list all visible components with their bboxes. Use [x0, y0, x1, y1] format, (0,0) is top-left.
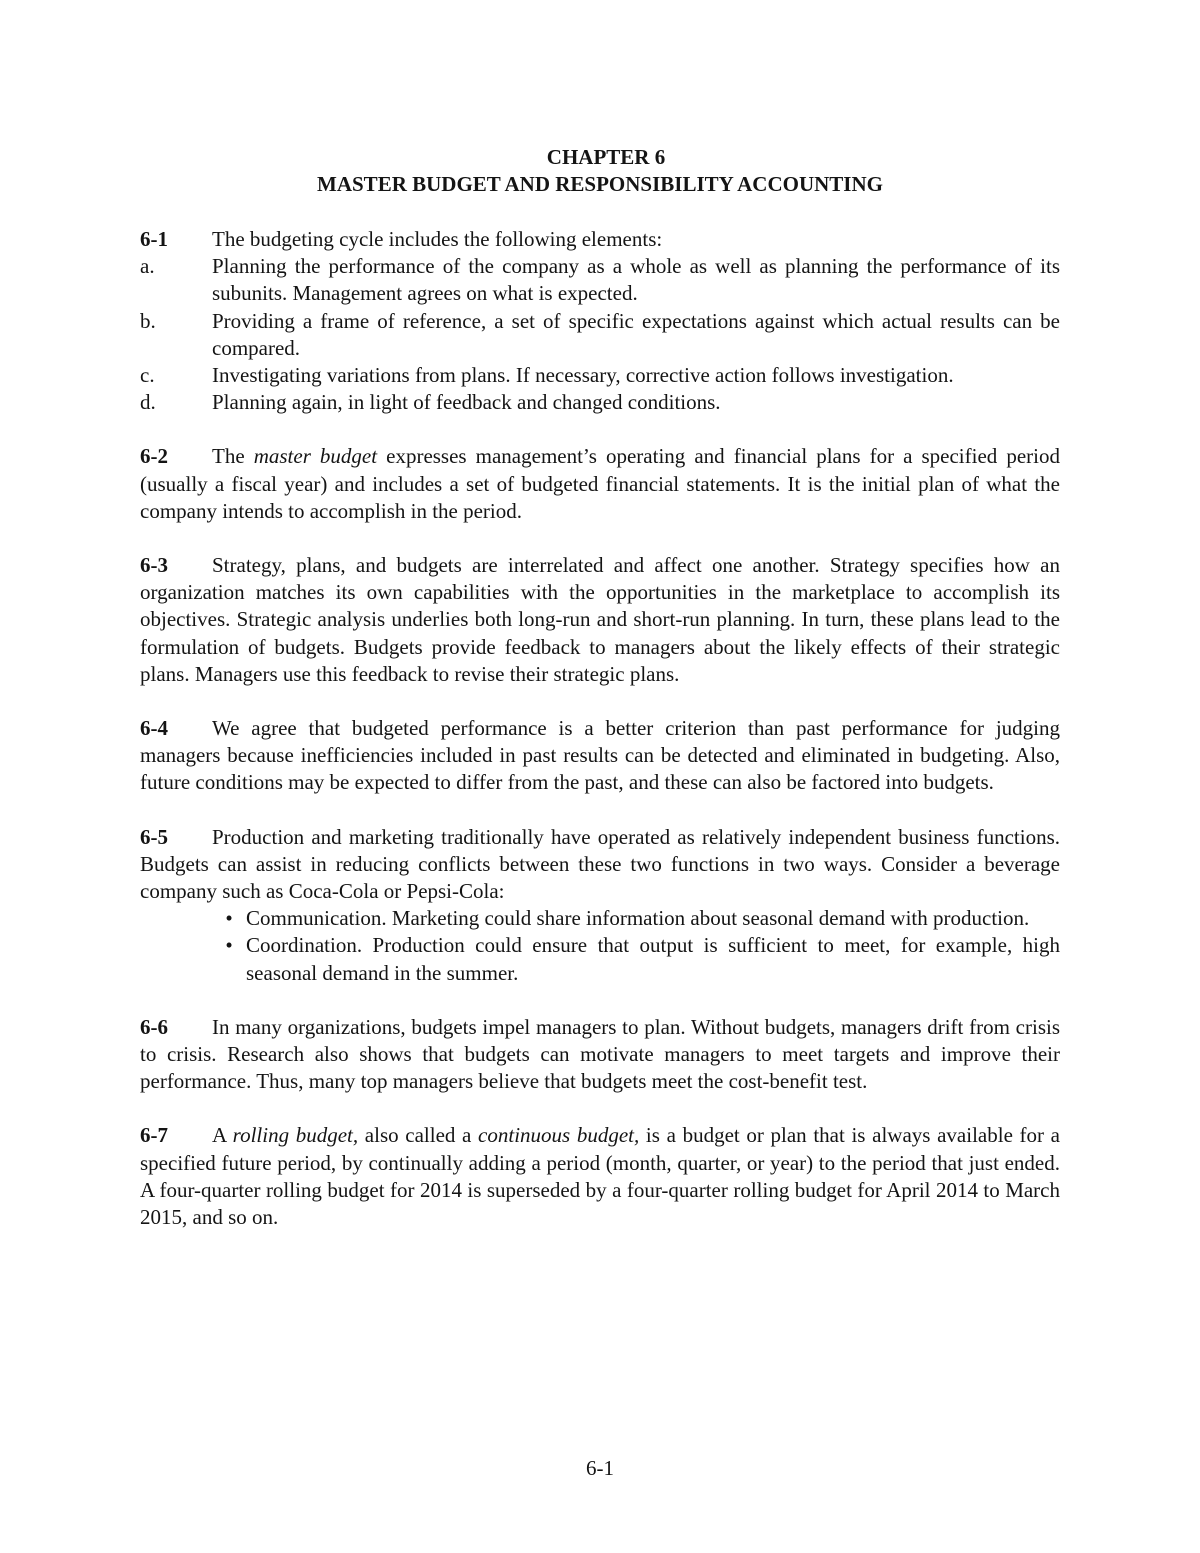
bullet-text: Coordination. Production could ensure that output is sufficient to meet, for example, high seasonal demand in the summer.: [246, 933, 1060, 985]
answer-text-rest: expresses management’s operating and financial plans for a specified period (usually a fiscal year) and includes a set of budgeted financial statements. It is the initial plan of what the company intends to accomplish in the period.: [140, 444, 1060, 523]
answer-text: We agree that budgeted performance is a better criterion than past performance for judging managers because inefficiencies included in past results can be detected and eliminated in budgeting. Also, future conditions may be expected to differ from the past, and these can also be factored into budgets.: [140, 716, 1060, 795]
list-letter: b.: [140, 308, 156, 333]
answer-text-middle: also called a: [358, 1123, 479, 1148]
defined-term: master budget: [253, 444, 378, 469]
answer-6-3: [140, 552, 1060, 688]
list-text: Providing a frame of reference, a set of specific expectations against which actual results can be compared.: [212, 308, 1060, 360]
list-letter: c.: [140, 363, 155, 388]
page-content: [140, 144, 1060, 1231]
answer-number: 6-3: [140, 553, 168, 578]
list-item: [140, 362, 1060, 389]
defined-term: continuous budget,: [478, 1123, 640, 1148]
answer-intro: The budgeting cycle includes the following elements:: [212, 227, 663, 251]
chapter-title: MASTER BUDGET AND RESPONSIBILITY ACCOUNTING: [317, 172, 883, 196]
bullet-icon: •: [225, 906, 233, 931]
list-item: [140, 308, 1060, 362]
list-letter: d.: [140, 390, 156, 415]
list-text: Planning again, in light of feedback and changed conditions.: [212, 390, 721, 415]
answer-6-2: [140, 443, 1060, 525]
answer-number: 6-6: [140, 1014, 168, 1039]
list-text: Investigating variations from plans. If necessary, corrective action follows investigation.: [212, 363, 954, 388]
answer-6-1: [140, 226, 1060, 416]
chapter-heading: [140, 144, 1060, 198]
answer-6-7: [140, 1122, 1060, 1231]
list-item: [140, 253, 1060, 307]
list-letter: a.: [140, 254, 155, 279]
answer-6-4: [140, 715, 1060, 797]
answer-text-start: A: [212, 1123, 233, 1148]
answer-text-start: The: [212, 444, 254, 469]
answer-text: Production and marketing traditionally have operated as relatively independent business functions. Budgets can assist in reducing conflicts between these two functions in two ways. Consider a beverage company such as Coca-Cola or Pepsi-Cola:: [140, 824, 1060, 904]
bullet-item: [212, 905, 1060, 932]
bullet-icon: •: [225, 933, 233, 958]
answer-text-rest: is a budget or plan that is always available for a specified future period, by continually adding a period (month, quarter, or year) to the period that just ended. A four-quarter rolling budget for 2014 is superseded by a four-quarter rolling budget for April 2014 to March 2015, and so on.: [140, 1123, 1061, 1230]
answer-6-5: [140, 824, 1060, 987]
list-text: Planning the performance of the company as a whole as well as planning the performance of its subunits. Management agrees on what is expected.: [212, 254, 1060, 306]
answer-number: 6-2: [140, 444, 168, 469]
answer-number: 6-7: [140, 1123, 168, 1148]
answer-6-6: [140, 1014, 1060, 1096]
answer-text: In many organizations, budgets impel managers to plan. Without budgets, managers drift from crisis to crisis. Research also shows that budgets can motivate managers to meet targets and improve their performance. Thus, many top managers believe that budgets meet the cost-benefit test.: [140, 1014, 1060, 1094]
answer-text: Strategy, plans, and budgets are interrelated and affect one another. Strategy specifies how an organization matches its own capabilities with the opportunities in the marketplace to accomplish its objectives. Strategic analysis underlies both long-run and short-run planning. In turn, these plans lead to the formulation of budgets. Budgets provide feedback to managers about the likely effects of their strategic plans. Managers use this feedback to revise their strategic plans.: [140, 553, 1060, 686]
defined-term: rolling budget,: [232, 1123, 359, 1148]
answer-number: 6-4: [140, 716, 168, 741]
bullet-text: Communication. Marketing could share information about seasonal demand with production.: [246, 906, 1030, 931]
chapter-label: CHAPTER 6: [546, 145, 666, 169]
bullet-item: [212, 932, 1060, 986]
bullet-list: [212, 905, 1060, 987]
answer-number: 6-1: [140, 227, 168, 251]
list-item: [140, 389, 1060, 416]
answer-number: 6-5: [140, 824, 168, 849]
page-number: 6-1: [586, 1456, 614, 1480]
